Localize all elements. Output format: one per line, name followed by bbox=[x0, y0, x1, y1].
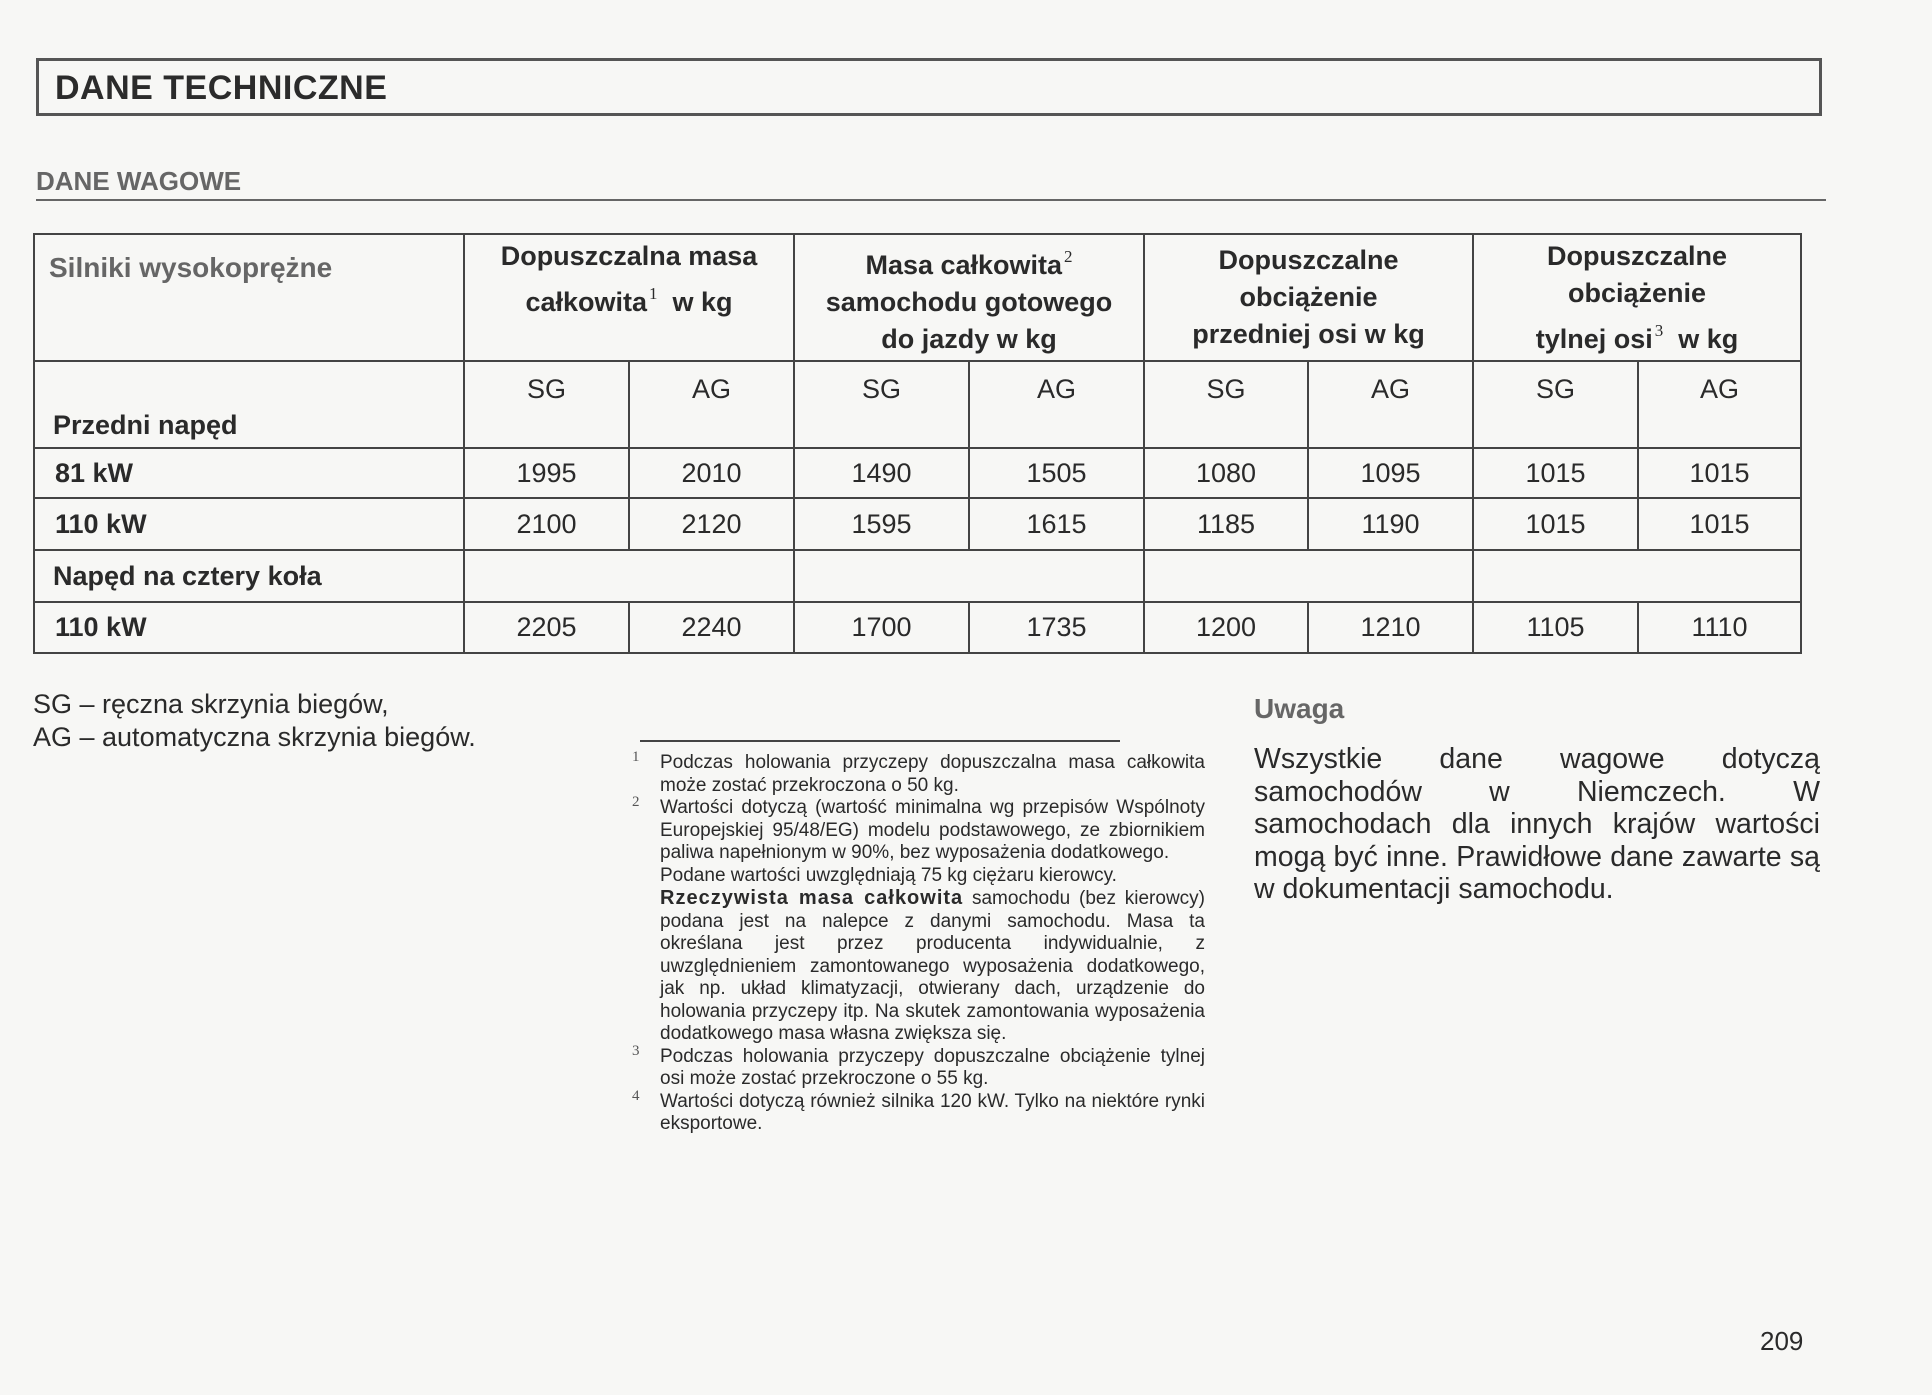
note-title: Uwaga bbox=[1254, 693, 1345, 724]
engine-power: 110 kW bbox=[34, 602, 464, 653]
table-cell: 1105 bbox=[1473, 602, 1638, 653]
table-cell: 2100 bbox=[464, 498, 629, 550]
table-cell: 1200 bbox=[1144, 602, 1308, 653]
column-header-kerb-weight bbox=[794, 234, 1144, 361]
footnotes bbox=[630, 749, 1206, 1136]
header-line bbox=[465, 275, 793, 321]
note-body: Wszystkie dane wagowe dotyczą samochodów w Niemczech. W samochodach dla innych krajów wartości mogą być inne. Prawidłowe dane zawarte są w dokumentacji samochodu. bbox=[1254, 743, 1820, 905]
engine-power: 81 kW bbox=[34, 448, 464, 498]
table-cell: 1735 bbox=[969, 602, 1144, 653]
table-cell: 1615 bbox=[969, 498, 1144, 550]
table-row bbox=[34, 602, 1801, 653]
empty-cell bbox=[1144, 550, 1473, 602]
table-cell: 1210 bbox=[1308, 602, 1473, 653]
table-cell: 1490 bbox=[794, 448, 969, 498]
column-header-rear-axle bbox=[1473, 234, 1801, 361]
header-row bbox=[34, 234, 1801, 361]
page-title-box bbox=[36, 58, 1822, 116]
header-line bbox=[1474, 312, 1800, 358]
footnote-ref: 2 bbox=[1064, 246, 1073, 266]
table-cell: 1015 bbox=[1473, 498, 1638, 550]
table-cell: 2205 bbox=[464, 602, 629, 653]
engine-power: 110 kW bbox=[34, 498, 464, 550]
column-header-front-axle bbox=[1144, 234, 1473, 361]
header-line: Dopuszczalne bbox=[1218, 245, 1399, 275]
table-cell: 1015 bbox=[1638, 498, 1801, 550]
subheader-sg: SG bbox=[1144, 361, 1308, 448]
table-cell: 1995 bbox=[464, 448, 629, 498]
group-label-four-wheel-drive: Napęd na cztery koła bbox=[34, 550, 464, 602]
table-cell: 1095 bbox=[1308, 448, 1473, 498]
table-cell: 1185 bbox=[1144, 498, 1308, 550]
section-divider bbox=[36, 199, 1826, 201]
table-cell: 1505 bbox=[969, 448, 1144, 498]
header-line: obciążenie bbox=[1239, 282, 1378, 312]
gearbox-legend bbox=[33, 688, 476, 754]
footnote-bold-term: Rzeczywista masa całkowita bbox=[660, 887, 964, 909]
subheader-ag: AG bbox=[969, 361, 1144, 448]
footnote-1 bbox=[630, 749, 1205, 797]
header-text: w kg bbox=[672, 286, 733, 317]
legend-sg: SG – ręczna skrzynia biegów, bbox=[33, 689, 389, 719]
subheader-sg: SG bbox=[794, 361, 969, 448]
footnote-text: Podane wartości uwzględniają 75 kg ciężaru kierowcy. bbox=[660, 864, 1117, 886]
table-cell: 1110 bbox=[1638, 602, 1801, 653]
header-text: Masa całkowita bbox=[865, 249, 1063, 280]
group-row bbox=[34, 550, 1801, 602]
header-text: całkowita bbox=[525, 286, 648, 317]
section-title: DANE WAGOWE bbox=[36, 166, 242, 196]
footnote-3 bbox=[630, 1042, 1205, 1091]
subheader-sg: SG bbox=[464, 361, 629, 448]
subheader-ag: AG bbox=[1638, 361, 1801, 448]
header-line: Dopuszczalne bbox=[1546, 240, 1728, 271]
empty-cell bbox=[1473, 550, 1801, 602]
table-cell: 1015 bbox=[1638, 448, 1801, 498]
table-cell: 2010 bbox=[629, 448, 794, 498]
footnote-text bbox=[660, 887, 1205, 1046]
footnote-text: Podczas holowania przyczepy dopuszczalna masa całkowita może zostać przekroczona o 50 kg. bbox=[660, 752, 1205, 796]
subheader-sg: SG bbox=[1473, 361, 1638, 448]
footnote-divider bbox=[640, 740, 1120, 742]
footnote-number: 4 bbox=[632, 1087, 640, 1104]
subheader-ag: AG bbox=[1308, 361, 1473, 448]
empty-cell bbox=[464, 550, 794, 602]
header-line: przedniej osi w kg bbox=[1192, 319, 1425, 349]
table-row bbox=[34, 498, 1801, 550]
table-cell: 1595 bbox=[794, 498, 969, 550]
note-box bbox=[1254, 693, 1820, 906]
group-label-front-drive: Przedni napęd bbox=[34, 361, 464, 448]
table-cell: 2240 bbox=[629, 602, 794, 653]
footnote-ref: 3 bbox=[1654, 320, 1664, 340]
footnote-text: Wartości dotyczą również silnika 120 kW. Tylko na niektóre rynki eksportowe. bbox=[660, 1090, 1205, 1134]
header-text: w kg bbox=[1678, 323, 1739, 354]
footnote-number: 1 bbox=[632, 749, 640, 765]
table-cell: 1700 bbox=[794, 602, 969, 653]
column-header-gross-weight bbox=[464, 234, 794, 361]
footnote-4 bbox=[630, 1087, 1205, 1136]
header-line: samochodu gotowego bbox=[825, 286, 1113, 317]
empty-cell bbox=[794, 550, 1144, 602]
footnote-number: 2 bbox=[632, 794, 640, 810]
table-row bbox=[34, 448, 1801, 498]
header-line: obciążenie bbox=[1567, 277, 1707, 308]
subheader-ag: AG bbox=[629, 361, 794, 448]
page-number: 209 bbox=[1760, 1326, 1804, 1356]
footnote-text: Podczas holowania przyczepy dopuszczalne obciążenie tylnej osi może zostać przekroczone o 55 kg. bbox=[660, 1045, 1205, 1089]
footnote-text: samochodu (bez kierowcy) podana jest na nalepce z danymi samochodu. Masa ta określana jest przez producenta indywidualnie, z uwzględnieniem zamontowanego wyposażenia dodatkowego, jak np. układ klimatyzacji, otwierany dach, urządzenie do holowania przyczepy itp. Na skutek zamontowania wyposażenia dodatkowego masa własna zwiększa się. bbox=[660, 888, 1206, 1044]
footnote-number: 3 bbox=[632, 1042, 640, 1059]
table-cell: 1015 bbox=[1473, 448, 1638, 498]
page-title: DANE TECHNICZNE bbox=[55, 69, 388, 107]
table-cell: 2120 bbox=[629, 498, 794, 550]
legend-ag: AG – automatyczna skrzynia biegów. bbox=[33, 722, 476, 752]
header-line: do jazdy w kg bbox=[881, 323, 1057, 354]
footnote-ref: 1 bbox=[649, 283, 658, 303]
table-cell: 1080 bbox=[1144, 448, 1308, 498]
table-cell: 1190 bbox=[1308, 498, 1473, 550]
header-line bbox=[795, 238, 1143, 284]
subheader-row bbox=[34, 361, 1801, 448]
weights-table bbox=[33, 233, 1802, 654]
footnote-text: Wartości dotyczą (wartość minimalna wg przepisów Wspólnoty Europejskiej 95/48/EG) modelu podstawowego, ze zbiornikiem paliwa napełnionym w 90%, bez wyposażenia dodatkowego. bbox=[660, 797, 1205, 863]
footnote-2 bbox=[630, 794, 1206, 1046]
engine-type-header: Silniki wysokoprężne bbox=[34, 234, 464, 361]
header-line: Dopuszczalna masa bbox=[500, 240, 758, 271]
header-text: tylnej osi bbox=[1535, 323, 1653, 354]
